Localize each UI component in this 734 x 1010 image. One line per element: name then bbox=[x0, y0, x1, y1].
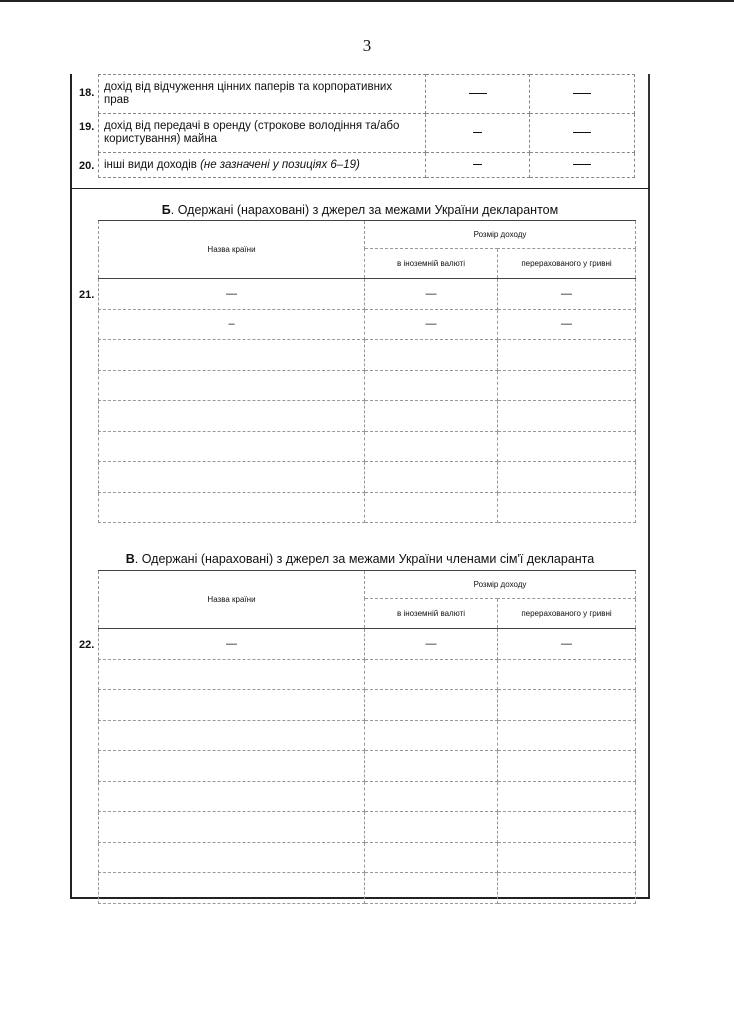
table-row bbox=[99, 720, 636, 751]
converted-uah-cell[interactable] bbox=[498, 720, 636, 751]
converted-uah-cell[interactable] bbox=[498, 781, 636, 812]
row-number-22: 22. bbox=[79, 639, 95, 651]
table-row bbox=[99, 370, 636, 401]
converted-uah-cell[interactable]: — bbox=[498, 309, 636, 340]
section-v-title bbox=[70, 552, 650, 566]
country-cell[interactable] bbox=[99, 842, 365, 873]
table-header-row bbox=[99, 571, 636, 599]
converted-uah-cell[interactable] bbox=[498, 462, 636, 493]
page-number: 3 bbox=[362, 36, 372, 55]
table-row bbox=[99, 462, 636, 493]
table-row bbox=[99, 431, 636, 462]
table-row bbox=[99, 340, 636, 371]
country-header: Назва країни bbox=[99, 571, 365, 629]
foreign-currency-cell[interactable] bbox=[365, 812, 498, 843]
foreign-currency-cell[interactable] bbox=[365, 842, 498, 873]
country-cell[interactable] bbox=[99, 781, 365, 812]
table-row bbox=[99, 309, 636, 340]
dash-mark bbox=[469, 93, 487, 94]
section-letter: В bbox=[125, 552, 135, 566]
table-row bbox=[99, 751, 636, 782]
country-cell[interactable] bbox=[99, 492, 365, 523]
table-row bbox=[99, 812, 636, 843]
foreign-income-family-table bbox=[98, 570, 636, 904]
foreign-currency-cell[interactable]: — bbox=[365, 309, 498, 340]
table-row bbox=[99, 75, 635, 114]
country-cell[interactable]: — bbox=[99, 279, 365, 310]
foreign-currency-cell[interactable]: — bbox=[365, 629, 498, 660]
table-row bbox=[99, 873, 636, 904]
dash-mark bbox=[573, 164, 591, 165]
foreign-currency-cell[interactable] bbox=[365, 720, 498, 751]
section-title-text: . Одержані (нараховані) з джерел за межами України членами сім'ї декларанта bbox=[134, 552, 595, 566]
converted-uah-header: перерахованого у гривні bbox=[498, 249, 636, 279]
converted-uah-cell[interactable]: — bbox=[498, 279, 636, 310]
income-items-table bbox=[98, 74, 635, 178]
section-title-text: . Одержані (нараховані) з джерел за межами України декларантом bbox=[170, 203, 559, 217]
foreign-currency-cell[interactable] bbox=[365, 690, 498, 721]
foreign-currency-cell[interactable] bbox=[365, 873, 498, 904]
converted-uah-cell[interactable] bbox=[498, 812, 636, 843]
converted-uah-cell[interactable] bbox=[498, 659, 636, 690]
foreign-currency-cell[interactable] bbox=[365, 492, 498, 523]
country-cell[interactable] bbox=[99, 720, 365, 751]
converted-uah-cell[interactable]: — bbox=[498, 629, 636, 660]
table-row bbox=[99, 659, 636, 690]
row-number-20: 20. bbox=[79, 160, 95, 172]
frame-border-right bbox=[648, 74, 650, 898]
converted-uah-cell[interactable] bbox=[498, 492, 636, 523]
converted-uah-cell[interactable] bbox=[498, 873, 636, 904]
foreign-currency-cell[interactable] bbox=[365, 659, 498, 690]
value-cell[interactable] bbox=[426, 114, 530, 153]
table-row bbox=[99, 401, 636, 432]
scan-top-edge bbox=[0, 0, 734, 2]
country-cell[interactable] bbox=[99, 751, 365, 782]
converted-uah-cell[interactable] bbox=[498, 751, 636, 782]
foreign-currency-cell[interactable] bbox=[365, 781, 498, 812]
converted-uah-cell[interactable] bbox=[498, 431, 636, 462]
foreign-income-declarant-table bbox=[98, 220, 636, 523]
country-cell[interactable] bbox=[99, 431, 365, 462]
income-item-label: дохід від передачі в оренду (строкове володіння та/або користування) майна bbox=[99, 114, 426, 153]
value-cell[interactable] bbox=[426, 75, 530, 114]
foreign-currency-cell[interactable] bbox=[365, 462, 498, 493]
country-cell[interactable] bbox=[99, 873, 365, 904]
table-header-row bbox=[99, 221, 636, 249]
section-letter: Б bbox=[161, 203, 171, 217]
country-cell[interactable]: – bbox=[99, 309, 365, 340]
row-number-21: 21. bbox=[79, 289, 95, 301]
converted-uah-header: перерахованого у гривні bbox=[498, 599, 636, 629]
foreign-currency-cell[interactable] bbox=[365, 751, 498, 782]
value-cell[interactable] bbox=[530, 75, 635, 114]
foreign-currency-cell[interactable] bbox=[365, 431, 498, 462]
converted-uah-cell[interactable] bbox=[498, 842, 636, 873]
frame-border-left bbox=[70, 74, 72, 898]
value-cell[interactable] bbox=[530, 114, 635, 153]
income-size-header: Розмір доходу bbox=[365, 571, 636, 599]
table-row bbox=[99, 781, 636, 812]
country-cell[interactable] bbox=[99, 340, 365, 371]
table-row bbox=[99, 114, 635, 153]
converted-uah-cell[interactable] bbox=[498, 340, 636, 371]
section-divider bbox=[70, 188, 650, 189]
income-item-label-text: інші види доходів bbox=[104, 158, 201, 171]
income-item-label bbox=[99, 153, 426, 178]
income-size-header: Розмір доходу bbox=[365, 221, 636, 249]
foreign-currency-cell[interactable] bbox=[365, 370, 498, 401]
country-cell[interactable] bbox=[99, 462, 365, 493]
value-cell[interactable] bbox=[530, 153, 635, 178]
country-header: Назва країни bbox=[99, 221, 365, 279]
income-item-label: дохід від відчуження цінних паперів та корпоративних прав bbox=[99, 75, 426, 114]
foreign-currency-cell[interactable] bbox=[365, 401, 498, 432]
section-b-title bbox=[70, 203, 650, 217]
row-number-19: 19. bbox=[79, 121, 95, 133]
country-cell[interactable] bbox=[99, 659, 365, 690]
converted-uah-cell[interactable] bbox=[498, 690, 636, 721]
foreign-currency-cell[interactable]: — bbox=[365, 279, 498, 310]
country-cell[interactable]: — bbox=[99, 629, 365, 660]
dash-mark bbox=[473, 164, 482, 165]
foreign-currency-cell[interactable] bbox=[365, 340, 498, 371]
income-item-note: (не зазначені у позиціях 6–19) bbox=[200, 158, 360, 171]
country-cell[interactable] bbox=[99, 812, 365, 843]
foreign-currency-header: в іноземній валюті bbox=[365, 249, 498, 279]
country-cell[interactable] bbox=[99, 401, 365, 432]
table-row bbox=[99, 492, 636, 523]
table-row bbox=[99, 279, 636, 310]
country-cell[interactable] bbox=[99, 690, 365, 721]
dash-mark bbox=[473, 132, 482, 133]
converted-uah-cell[interactable] bbox=[498, 370, 636, 401]
foreign-currency-header: в іноземній валюті bbox=[365, 599, 498, 629]
dash-mark bbox=[573, 132, 591, 133]
table-row bbox=[99, 153, 635, 178]
value-cell[interactable] bbox=[426, 153, 530, 178]
table-row bbox=[99, 690, 636, 721]
row-number-18: 18. bbox=[79, 87, 95, 99]
converted-uah-cell[interactable] bbox=[498, 401, 636, 432]
country-cell[interactable] bbox=[99, 370, 365, 401]
table-row bbox=[99, 842, 636, 873]
table-row bbox=[99, 629, 636, 660]
dash-mark bbox=[573, 93, 591, 94]
